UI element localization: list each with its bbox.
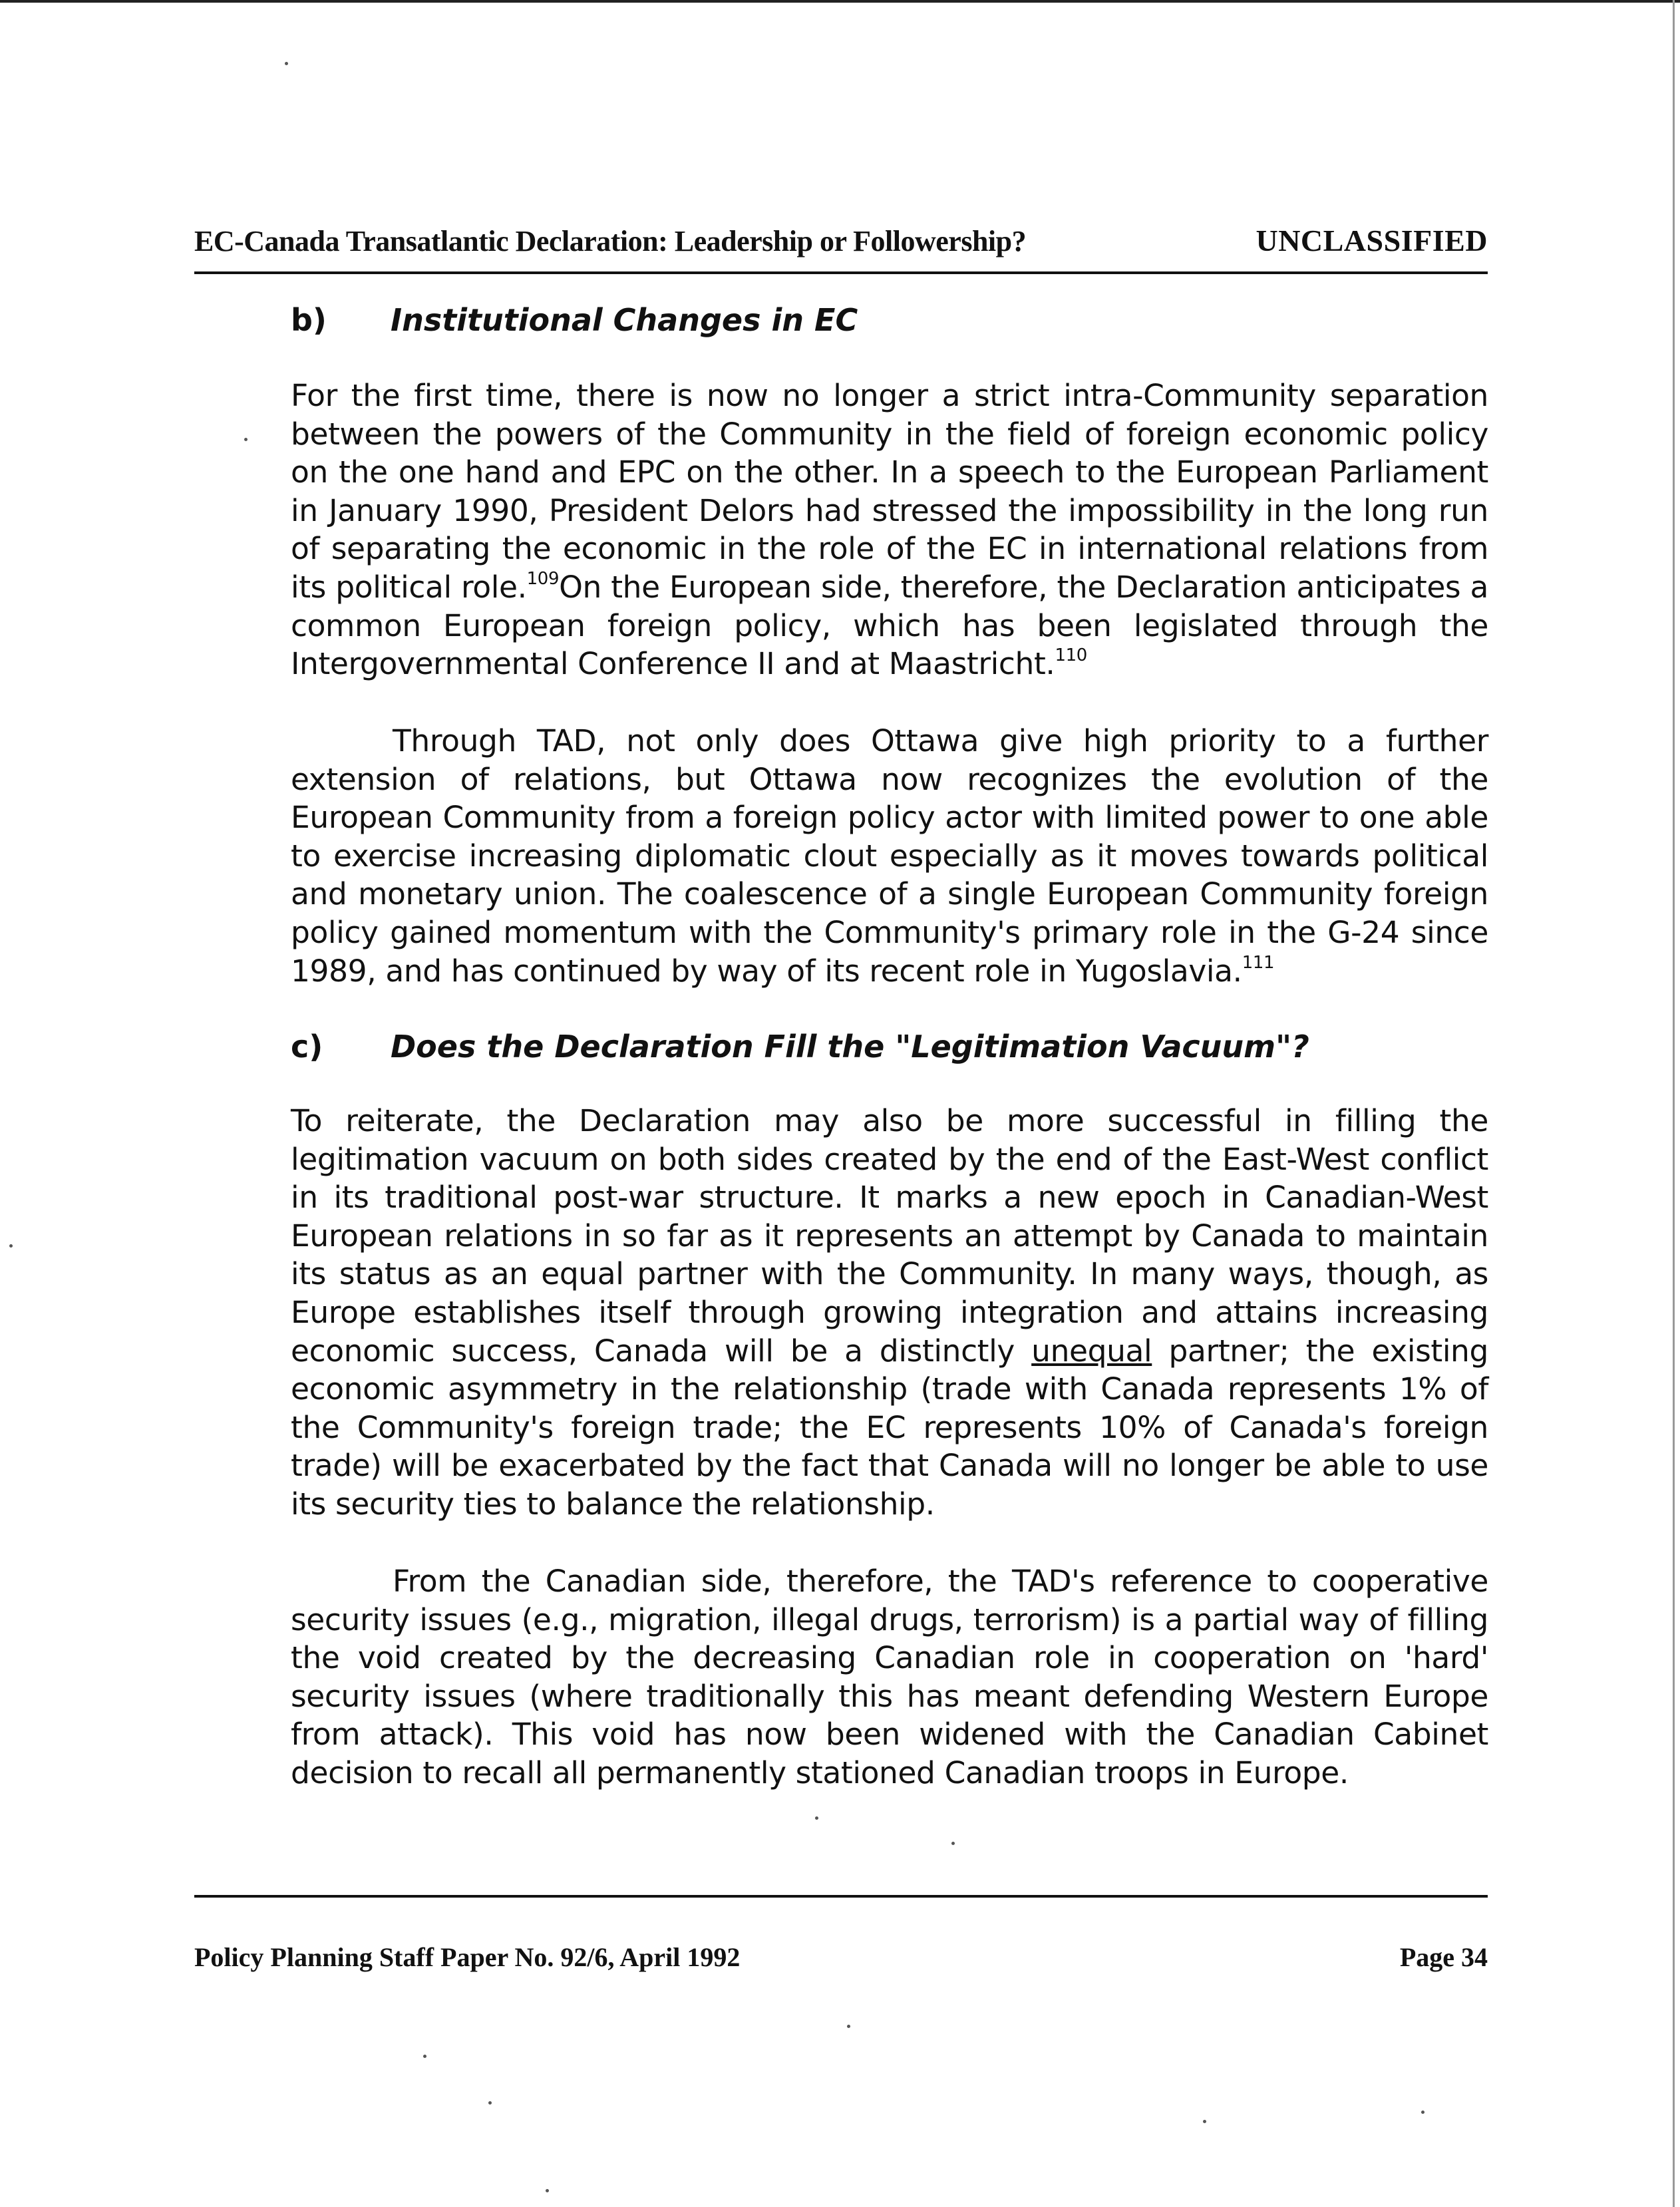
footer-divider xyxy=(194,1895,1488,1898)
emphasis-unequal: unequal xyxy=(1031,1333,1152,1369)
scan-speck xyxy=(423,2055,426,2058)
section-b-letter: b) xyxy=(291,302,327,338)
header-divider xyxy=(194,271,1488,274)
footnote-ref-109[interactable]: 109 xyxy=(526,568,560,589)
scan-speck xyxy=(9,1244,13,1248)
section-c-letter: c) xyxy=(291,1029,323,1065)
section-c-paragraph-1 xyxy=(291,1102,1488,1524)
scan-speck xyxy=(546,2189,549,2192)
section-b-paragraph-1-text-b: On the European side, therefore, the Declaration anticipates a common European foreign policy, which has been legislated through the Intergovernmental Conference II and at Maastricht. xyxy=(291,569,1488,682)
section-b-paragraph-1-text-a: For the first time, there is now no longer a strict intra-Community separation between the powers of the Community in the field of foreign economic policy on the one hand and EPC on the other. In a speech to the European Parliament in January 1990, President Delors had stressed the impossibility in the long run of separating the economic in the role of the EC in international relations from its political role. xyxy=(291,378,1488,605)
header-title: EC-Canada Transatlantic Declaration: Leadership or Followership? xyxy=(194,225,1027,257)
scan-speck xyxy=(847,2025,850,2028)
section-c-paragraph-1-text-b: partner; the existing economic asymmetry in the relationship (trade with Canada represents 1% of the Community's foreign trade; the EC represents 10% of Canada's foreign trade) will be exacerbated by the fact that Canada will no longer be able to use its security ties to balance the relationship. xyxy=(291,1333,1488,1522)
section-b-heading xyxy=(291,301,858,339)
scan-speck xyxy=(951,1842,955,1845)
footnote-ref-110[interactable]: 110 xyxy=(1055,645,1087,666)
scan-speck xyxy=(285,62,288,65)
running-header xyxy=(194,223,1488,258)
scan-speck xyxy=(1203,2120,1206,2123)
scan-speck xyxy=(244,438,248,441)
section-c-heading xyxy=(291,1027,1309,1066)
section-b-title: Institutional Changes in EC xyxy=(391,302,858,338)
scan-speck xyxy=(488,2101,492,2105)
footnote-ref-111[interactable]: 111 xyxy=(1242,952,1275,973)
section-b-paragraph-2-text: Through TAD, not only does Ottawa give high priority to a further extension of relations, but Ottawa now recognizes the evolution of the European Community from a foreign policy actor with limited power to one able to exercise increasing diplomatic clout especially as it moves towards political and monetary union. The coalescence of a single European Community foreign policy gained momentum with the Community's primary role in the G-24 since 1989, and has continued by way of its recent role in Yugoslavia. xyxy=(291,723,1488,989)
scan-speck xyxy=(1421,2111,1425,2114)
footer-source: Policy Planning Staff Paper No. 92/6, April 1992 xyxy=(194,1942,741,1972)
scan-speck xyxy=(815,1816,818,1820)
section-c-paragraph-2 xyxy=(291,1562,1488,1792)
section-c-paragraph-1-text-a: To reiterate, the Declaration may also be more successful in filling the legitimation vacuum on both sides created by the end of the East-West conflict in its traditional post-war structure. It marks a new epoch in Canadian-West European relations in so far as it represents an attempt by Canada to maintain its status as an equal partner with the Community. In many ways, though, as Europe establishes itself through growing integration and attains increasing economic success, Canada will be a distinctly xyxy=(291,1103,1488,1369)
section-c-paragraph-2-text: From the Canadian side, therefore, the TAD's reference to cooperative security issues (e.g., migration, illegal drugs, terrorism) is a partial way of filling the void created by the decreasing Canadian role in cooperation on 'hard' security issues (where traditionally this has meant defending Western Europe from attack). This void has now been widened with the Canadian Cabinet decision to recall all permanently stationed Canadian troops in Europe. xyxy=(291,1564,1488,1790)
section-b-paragraph-1 xyxy=(291,377,1488,683)
classification-label: UNCLASSIFIED xyxy=(1256,224,1488,257)
page-number: Page 34 xyxy=(1399,1942,1488,1972)
page-footer xyxy=(194,1942,1488,1973)
section-b-paragraph-2 xyxy=(291,722,1488,990)
section-c-title: Does the Declaration Fill the "Legitimation Vacuum"? xyxy=(391,1029,1309,1065)
